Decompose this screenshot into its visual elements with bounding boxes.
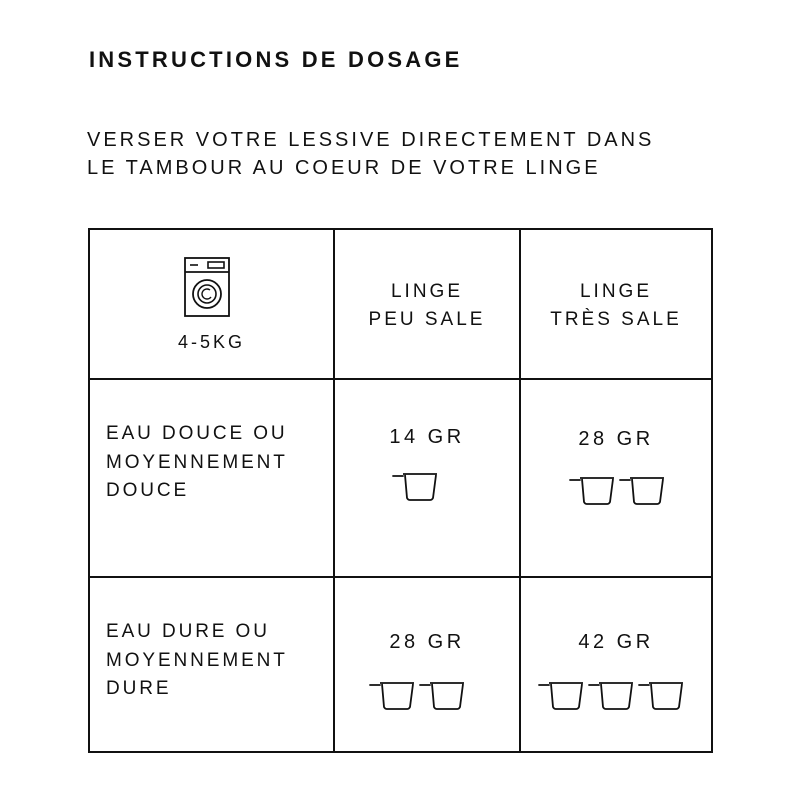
measuring-cup-icon xyxy=(619,476,665,506)
column-header-line: PEU SALE xyxy=(368,309,486,330)
load-capacity-label: 4-5KG xyxy=(177,332,246,352)
column-header-line: LINGE xyxy=(579,281,653,302)
measuring-cup-icon xyxy=(569,476,615,506)
row-label-line: DURE xyxy=(106,678,172,699)
column-header-tres-sale xyxy=(521,278,711,334)
dose-amount: 14 GR xyxy=(389,426,465,448)
dose-cups xyxy=(392,472,438,502)
row-label-line: DOUCE xyxy=(106,480,190,501)
row-label-line: EAU DURE OU xyxy=(106,621,270,642)
dose-cups xyxy=(369,681,465,711)
table-border xyxy=(711,228,713,753)
page-title: INSTRUCTIONS DE DOSAGE xyxy=(89,47,463,72)
table-border xyxy=(88,751,713,753)
measuring-cup-icon xyxy=(588,681,634,711)
dosage-table xyxy=(88,228,713,753)
table-divider xyxy=(88,378,713,380)
instruction-line: LE TAMBOUR AU COEUR DE VOTRE LINGE xyxy=(87,157,601,179)
washing-machine-icon xyxy=(184,257,230,317)
dose-amount: 28 GR xyxy=(578,428,654,450)
instruction-line: VERSER VOTRE LESSIVE DIRECTEMENT DANS xyxy=(87,129,655,151)
instruction-text xyxy=(87,126,767,182)
corner-cell xyxy=(90,230,333,378)
dose-amount: 42 GR xyxy=(578,631,654,653)
dose-amount: 28 GR xyxy=(389,631,465,653)
column-header-line: TRÈS SALE xyxy=(550,309,682,330)
measuring-cup-icon xyxy=(538,681,584,711)
column-header-line: LINGE xyxy=(390,281,464,302)
measuring-cup-icon xyxy=(419,681,465,711)
dose-cups xyxy=(569,476,665,506)
column-header-peu-sale xyxy=(335,278,519,334)
measuring-cup-icon xyxy=(369,681,415,711)
measuring-cup-icon xyxy=(638,681,684,711)
row-label-eau-douce xyxy=(106,420,288,506)
row-label-eau-dure xyxy=(106,618,288,704)
measuring-cup-icon xyxy=(392,472,438,502)
row-label-line: MOYENNEMENT xyxy=(106,451,288,473)
row-label-line: MOYENNEMENT xyxy=(106,649,288,671)
row-label-line: EAU DOUCE OU xyxy=(106,423,288,444)
dose-cups xyxy=(538,681,684,711)
table-divider xyxy=(88,576,713,578)
